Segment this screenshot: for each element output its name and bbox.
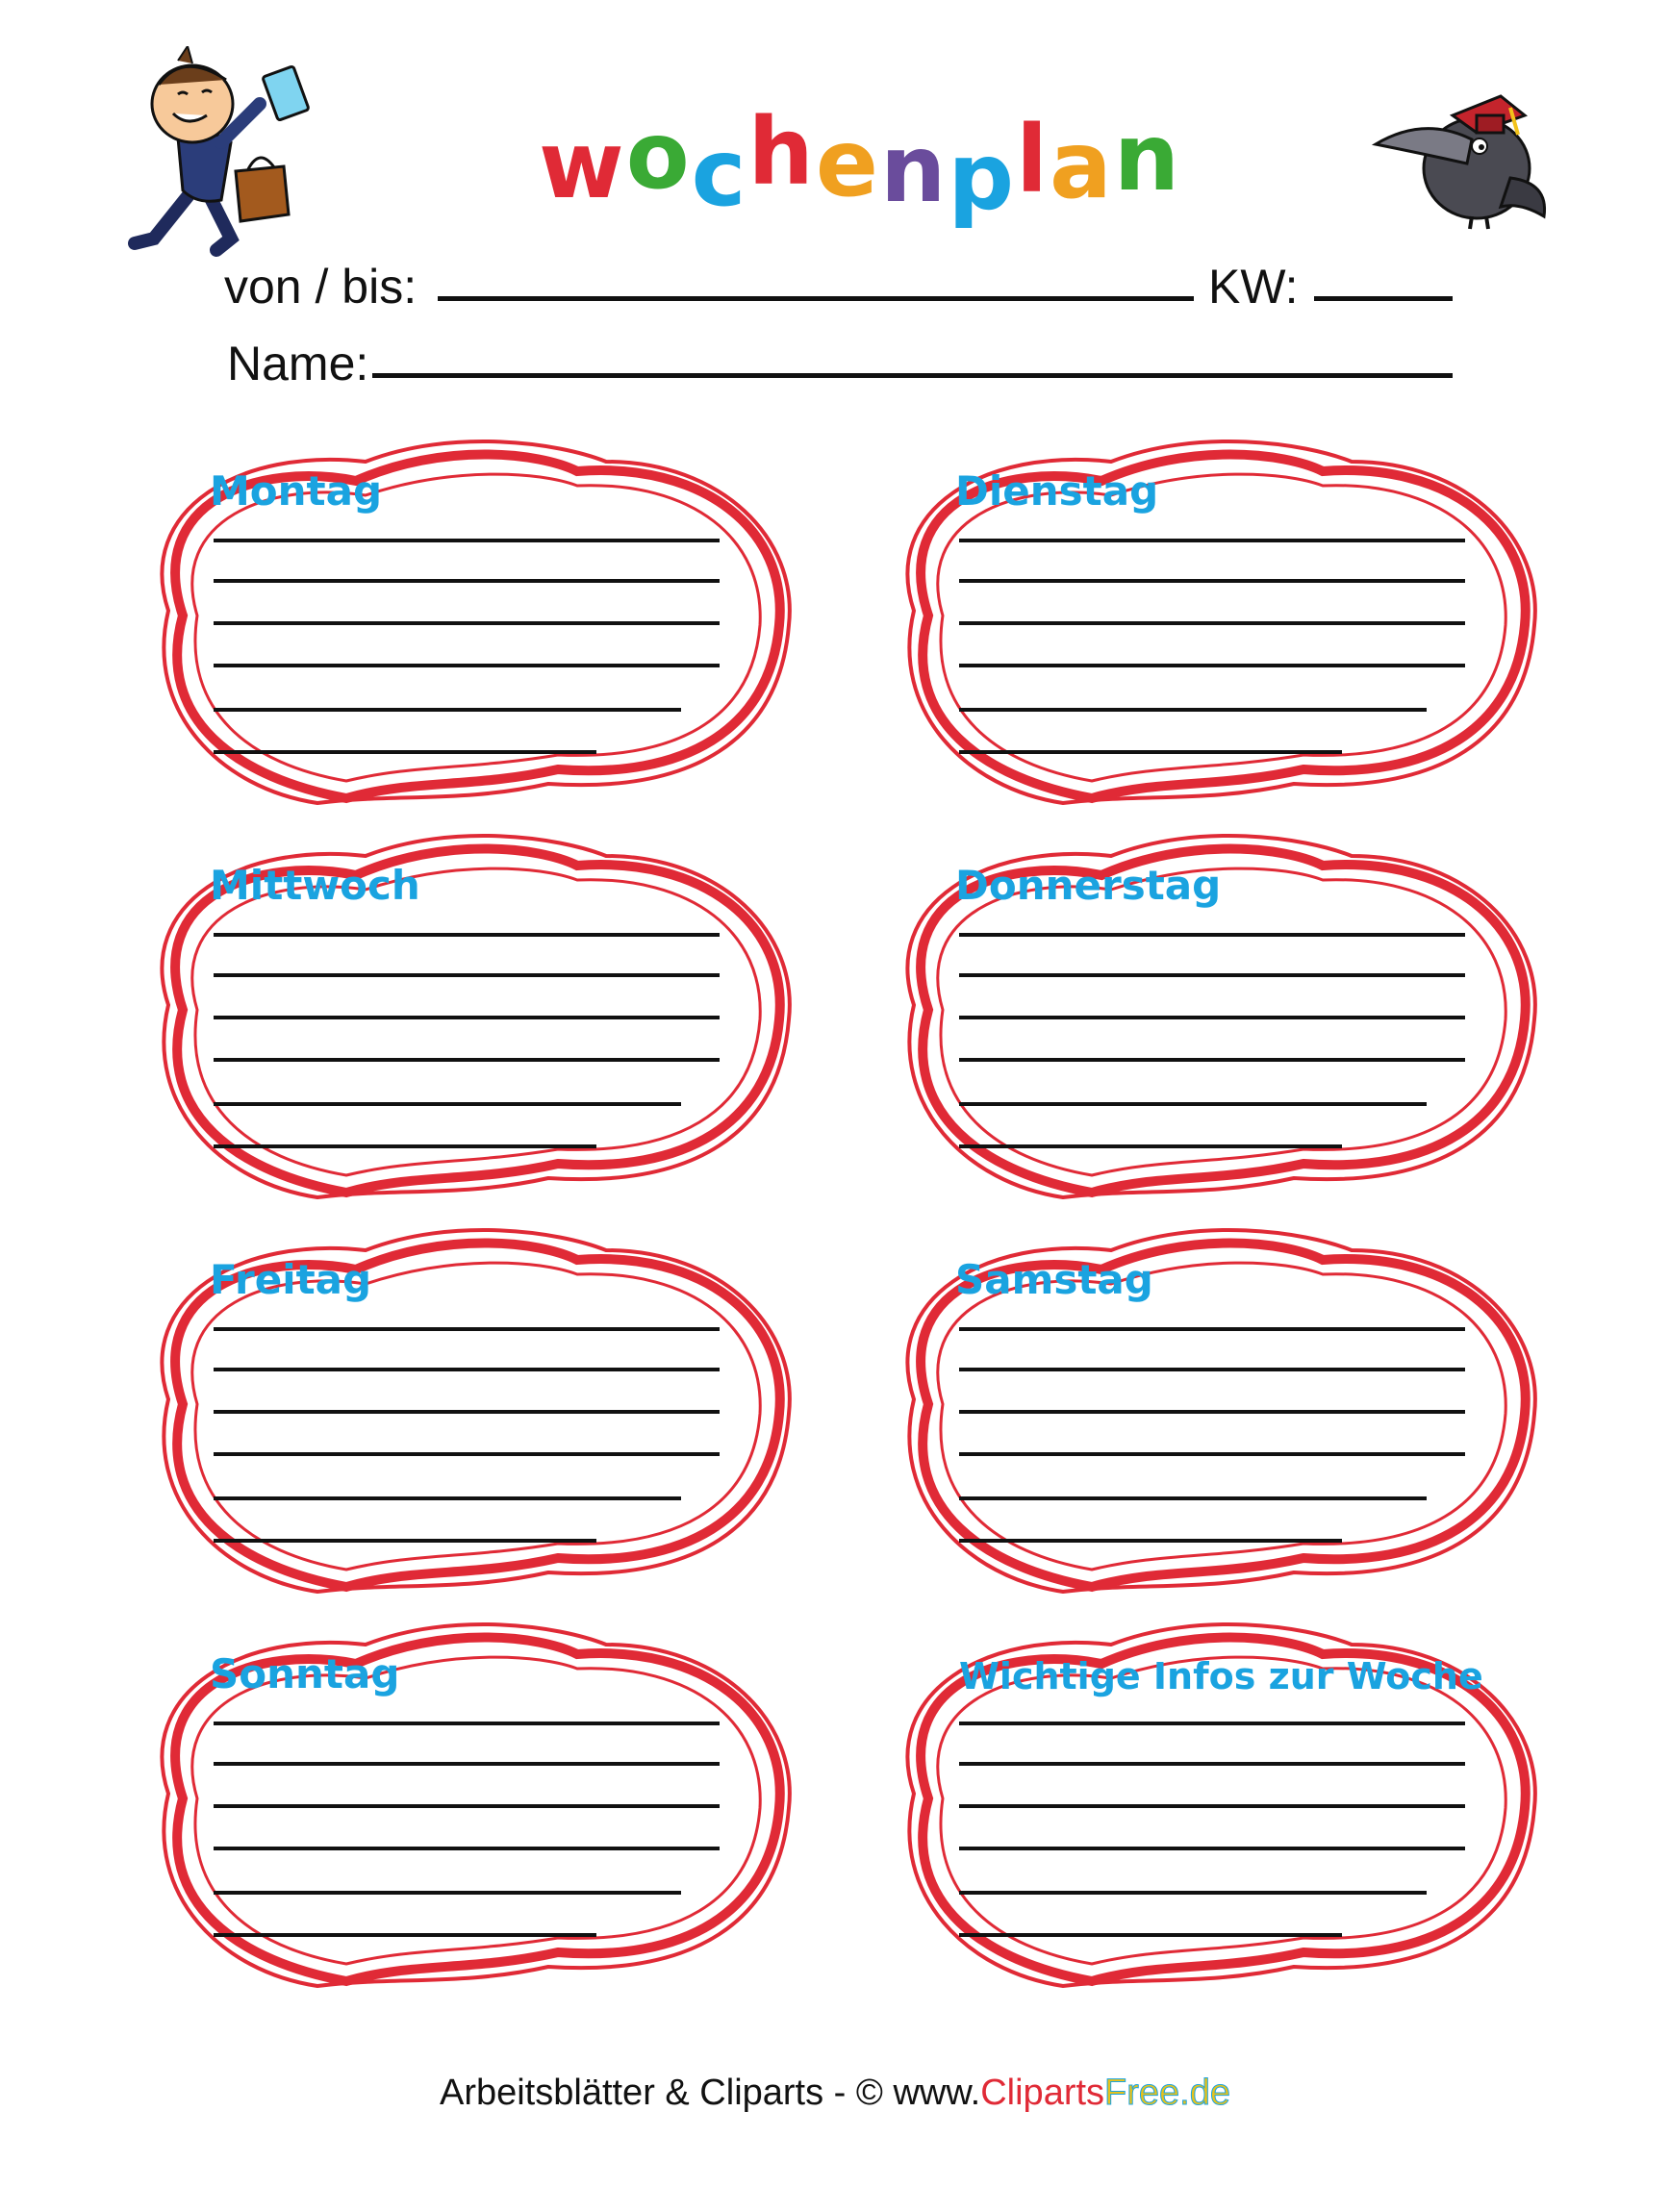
name-label: Name: [227, 337, 369, 390]
writing-line[interactable] [214, 1891, 681, 1895]
day-label: Donnerstag [955, 862, 1222, 909]
writing-line[interactable] [214, 1144, 596, 1148]
page-title [539, 98, 1182, 231]
writing-line[interactable] [959, 1933, 1342, 1937]
writing-line[interactable] [214, 1016, 720, 1019]
day-label: Wichtige Infos zur Woche [959, 1655, 1483, 1697]
writing-line[interactable] [959, 933, 1465, 937]
footer-credit [0, 2073, 1670, 2114]
writing-line[interactable] [214, 1804, 720, 1808]
writing-line[interactable] [959, 1058, 1465, 1062]
title-letter: n [880, 115, 949, 223]
writing-line[interactable] [959, 1102, 1427, 1106]
title-letter: w [539, 112, 626, 219]
day-card [871, 1212, 1550, 1596]
writing-line[interactable] [214, 1762, 720, 1766]
crow-illustration [1366, 87, 1558, 231]
title-letter: e [815, 110, 880, 217]
week-number-fill-line[interactable] [1314, 296, 1453, 301]
date-range-label: von / bis: [224, 260, 418, 314]
writing-line[interactable] [214, 1452, 720, 1456]
writing-line[interactable] [959, 973, 1465, 977]
writing-line[interactable] [959, 539, 1465, 542]
day-card [871, 1606, 1550, 1991]
footer-brand-part1[interactable]: Cliparts [980, 2073, 1105, 2113]
writing-line[interactable] [959, 1762, 1465, 1766]
day-card [125, 1606, 804, 1991]
writing-line[interactable] [214, 933, 720, 937]
writing-line[interactable] [959, 1452, 1465, 1456]
day-label: Freitag [210, 1256, 372, 1303]
day-card [871, 817, 1550, 1202]
title-letter: l [1016, 106, 1050, 214]
day-label: Sonntag [210, 1650, 400, 1697]
title-letter: n [1113, 104, 1182, 212]
writing-line[interactable] [214, 973, 720, 977]
writing-line[interactable] [214, 579, 720, 583]
footer-prefix: Arbeitsblätter & Cliparts - © www. [439, 2073, 981, 2113]
day-label: Dienstag [955, 467, 1159, 515]
writing-line[interactable] [959, 750, 1342, 754]
name-fill-line[interactable] [372, 373, 1453, 378]
writing-line[interactable] [214, 539, 720, 542]
title-letter: h [747, 98, 816, 206]
title-letter: o [625, 102, 692, 210]
writing-line[interactable] [959, 1891, 1427, 1895]
writing-line[interactable] [959, 621, 1465, 625]
day-card [125, 817, 804, 1202]
writing-line[interactable] [959, 1368, 1465, 1371]
writing-line[interactable] [214, 1102, 681, 1106]
writing-line[interactable] [214, 664, 720, 667]
writing-line[interactable] [959, 1327, 1465, 1331]
writing-line[interactable] [214, 708, 681, 712]
writing-line[interactable] [214, 1496, 681, 1500]
writing-line[interactable] [214, 1539, 596, 1543]
schoolboy-illustration [125, 46, 346, 258]
title-letter: c [691, 119, 748, 227]
writing-line[interactable] [959, 579, 1465, 583]
title-letter: p [948, 123, 1017, 231]
week-number-label: KW: [1208, 260, 1299, 314]
writing-line[interactable] [214, 1058, 720, 1062]
day-card [125, 423, 804, 808]
writing-line[interactable] [214, 621, 720, 625]
writing-line[interactable] [959, 1016, 1465, 1019]
day-label: Mittwoch [210, 862, 420, 909]
day-card [125, 1212, 804, 1596]
day-label: Samstag [955, 1256, 1153, 1303]
writing-line[interactable] [959, 664, 1465, 667]
writing-line[interactable] [214, 1368, 720, 1371]
day-card [871, 423, 1550, 808]
writing-line[interactable] [214, 750, 596, 754]
footer-brand-part2[interactable]: Free.de [1104, 2073, 1231, 2113]
title-letter: a [1049, 112, 1114, 219]
writing-line[interactable] [959, 1804, 1465, 1808]
writing-line[interactable] [959, 1539, 1342, 1543]
writing-line[interactable] [214, 1933, 596, 1937]
writing-line[interactable] [959, 1722, 1465, 1725]
writing-line[interactable] [959, 1144, 1342, 1148]
writing-line[interactable] [214, 1327, 720, 1331]
date-range-fill-line[interactable] [438, 296, 1194, 301]
writing-line[interactable] [959, 708, 1427, 712]
writing-line[interactable] [959, 1847, 1465, 1850]
writing-line[interactable] [214, 1410, 720, 1414]
writing-line[interactable] [959, 1410, 1465, 1414]
writing-line[interactable] [214, 1847, 720, 1850]
writing-line[interactable] [214, 1722, 720, 1725]
day-label: Montag [210, 467, 383, 515]
writing-line[interactable] [959, 1496, 1427, 1500]
